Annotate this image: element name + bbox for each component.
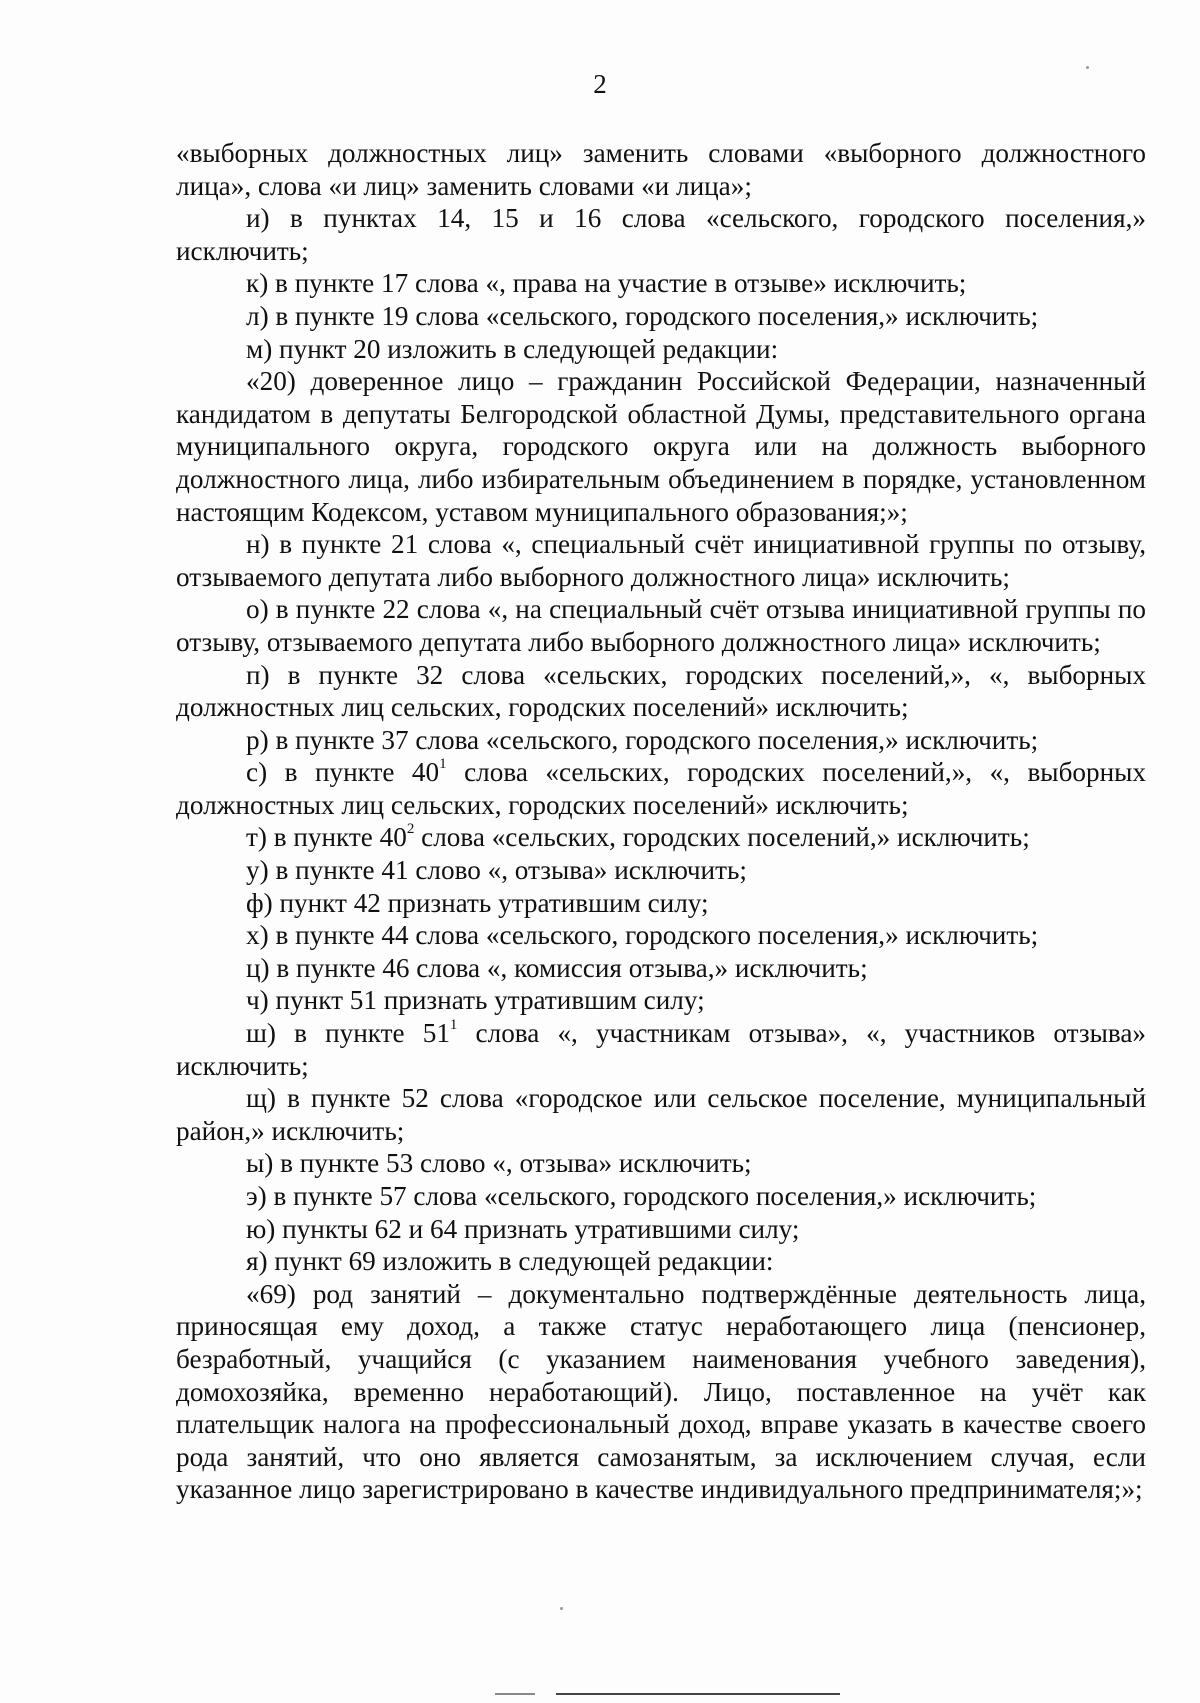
bottom-rule: [556, 1693, 840, 1695]
paragraph-text: ш) в пункте 51: [246, 1018, 450, 1049]
paragraph: м) пункт 20 изложить в следующей редакции:: [246, 333, 779, 364]
paragraph: ф) пункт 42 признать утратившим силу;: [246, 887, 709, 918]
paragraph-text: с) в пункте 40: [246, 757, 440, 788]
paragraph: н) в пункте 21 слова «, специальный счёт инициативной группы по отзыву, отзываемого депутата либо выборного должностного лица» исключить;: [176, 529, 1146, 592]
superscript-index: 1: [449, 1016, 458, 1033]
paragraph: у) в пункте 41 слово «, отзыва» исключить;: [246, 855, 747, 886]
paragraph: э) в пункте 57 слова «сельского, городского поселения,» исключить;: [246, 1181, 1037, 1211]
paragraph: ы) в пункте 53 слово «, отзыва» исключить;: [246, 1148, 752, 1179]
paragraph: р) в пункте 37 слова «сельского, городского поселения,» исключить;: [246, 724, 1039, 755]
paragraph-text: т) в пункте 40: [246, 822, 407, 853]
paragraph: п) в пункте 32 слова «сельских, городских поселений,», «, выборных должностных лиц сельских, городских поселений» исключить;: [176, 659, 1146, 723]
paragraph: ц) в пункте 46 слова «, комиссия отзыва,» исключить;: [246, 952, 868, 983]
superscript-index: 1: [439, 756, 447, 773]
paragraph-text: слова «, участникам отзыва», «, участников отзыва» исключить;: [176, 1018, 1146, 1081]
scan-speck: [1086, 66, 1089, 69]
paragraph-text: слова «сельских, городских поселений,» исключить;: [414, 822, 1030, 853]
paragraph: я) пункт 69 изложить в следующей редакции:: [246, 1246, 774, 1277]
paragraph: ч) пункт 51 признать утратившим силу;: [246, 985, 705, 1016]
paragraph: [176, 1017, 1146, 1082]
paragraph: л) в пункте 19 слова «сельского, городского поселения,» исключить;: [246, 300, 1039, 331]
paragraph: к) в пункте 17 слова «, права на участие в отзыве» исключить;: [246, 268, 967, 299]
paragraph: о) в пункте 22 слова «, на специальный счёт отзыва инициативной группы по отзыву, отзываемого депутата либо выборного должностного лица» исключить;: [176, 594, 1146, 657]
paragraph: «выборных должностных лиц» заменить словами «выборного должностного лица», слова «и лиц» заменить словами «и лица»;: [176, 138, 1146, 201]
paragraph: «20) доверенное лицо – гражданин Российской Федерации, назначенный кандидатом в депутаты Белгородской областной Думы, представительного органа муниципального округа, городского округа или на должность выборного должностного лица, либо избирательным объединением в порядке, установленном настоящим Кодексом, уставом муниципального образования;»;: [176, 366, 1146, 527]
bottom-rule-fragment: [495, 1693, 535, 1695]
page-number: 2: [593, 69, 607, 99]
paragraph: [176, 756, 1146, 821]
paragraph-text: слова «сельских, городских поселений,», «, выборных должностных лиц сельских, городских поселений» исключить;: [176, 757, 1147, 820]
paragraph: и) в пунктах 14, 15 и 16 слова «сельского, городского поселения,» исключить;: [176, 203, 1146, 266]
scan-speck: [560, 1607, 563, 1610]
paragraph: «69) род занятий – документально подтверждённые деятельность лица, приносящая ему доход, а также статус неработающего лица (пенсионер, безработный, учащийся (с указанием наименования учебного заведения), домохозяйка, временно неработающий). Лицо, поставленное на учёт как плательщик налога на профессиональный доход, вправе указать в качестве своего рода занятий, что оно является самозанятым, за исключением случая, если указанное лицо зарегистрировано в качестве индивидуального предпринимателя;»;: [176, 1278, 1146, 1505]
document-body: [176, 137, 1146, 1506]
superscript-index: 2: [406, 821, 415, 838]
paragraph: [176, 821, 1146, 854]
paragraph: ю) пункты 62 и 64 признать утратившими силу;: [246, 1213, 800, 1244]
paragraph: х) в пункте 44 слова «сельского, городского поселения,» исключить;: [246, 920, 1039, 951]
paragraph: щ) в пункте 52 слова «городское или сельское поселение, муниципальный район,» исключить;: [176, 1083, 1146, 1146]
